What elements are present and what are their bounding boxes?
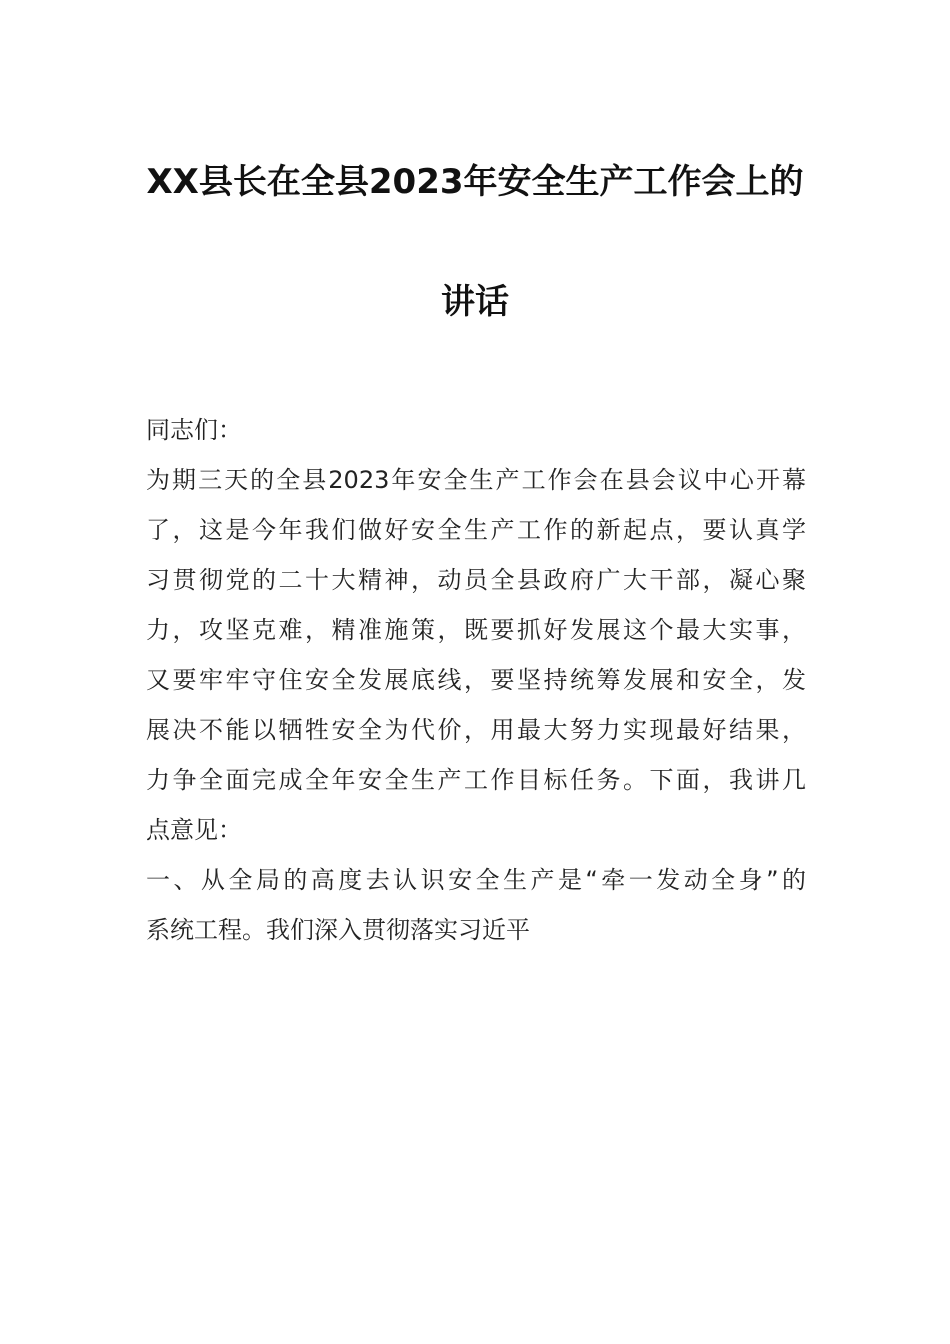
- paragraph-line: 了，这是今年我们做好安全生产工作的新起点，要认真学: [146, 516, 806, 544]
- paragraph-line: 系统工程。我们深入贯彻落实习近平: [146, 916, 530, 944]
- paragraph-line: 习贯彻党的二十大精神，动员全县政府广大干部，凝心聚: [146, 566, 806, 594]
- paragraph-line: 力争全面完成全年安全生产工作目标任务。下面，我讲几: [146, 766, 806, 794]
- title-line-2: 讲话: [441, 282, 509, 322]
- paragraph-2: [146, 855, 806, 955]
- paragraph-line: 一、从全局的高度去认识安全生产是“牵一发动全身”的: [146, 866, 806, 894]
- paragraph-line: 点意见：: [146, 816, 242, 844]
- title-line-1: XX县长在全县2023年安全生产工作会上的: [146, 162, 804, 202]
- salutation: 同志们：: [146, 416, 242, 444]
- paragraph-line: 展决不能以牺牲安全为代价，用最大努力实现最好结果，: [146, 716, 806, 744]
- paragraph-line: 又要牢牢守住安全发展底线，要坚持统筹发展和安全，发: [146, 666, 806, 694]
- paragraph-1: [146, 455, 806, 855]
- paragraph-line: 力，攻坚克难，精准施策，既要抓好发展这个最大实事，: [146, 616, 806, 644]
- paragraph-line: 为期三天的全县2023年安全生产工作会在县会议中心开幕: [146, 466, 806, 494]
